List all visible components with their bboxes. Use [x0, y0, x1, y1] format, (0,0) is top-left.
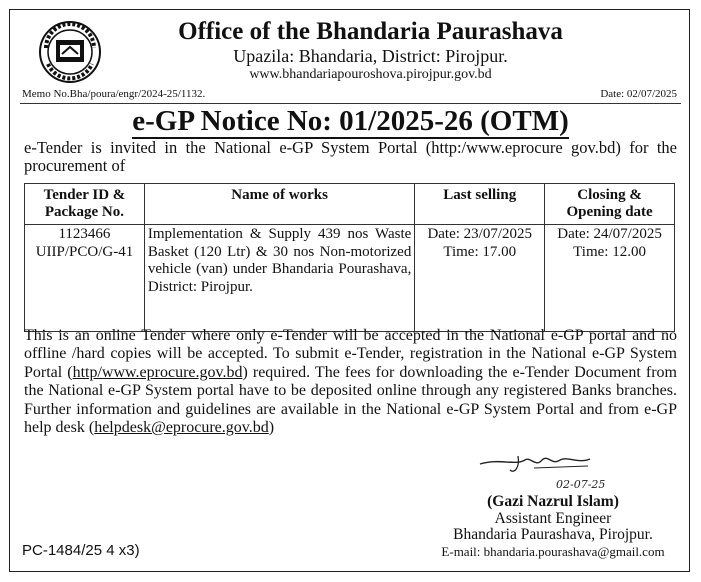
signature-block [433, 494, 673, 560]
signatory-office: Bhandaria Paurashava, Pirojpur. [453, 526, 653, 543]
memo-number: Memo No.Bha/poura/engr/2024-25/1132. [22, 88, 206, 100]
portal-link[interactable]: http/www.eprocure.gov.bd [72, 363, 243, 381]
col-header-closing: Closing & Opening date [545, 184, 675, 225]
signatory-name: (Gazi Nazrul Islam) [487, 493, 619, 510]
table-row [25, 225, 675, 332]
table-header-row [25, 184, 675, 225]
tender-id: 1123466 [58, 226, 111, 242]
tender-instructions: This is an online Tender where only e-Tender will be accepted in the National e-GP portal and no offline /hard copies will be accepted. To submit e-Tender, registration in the National e-GP System Portal (http/www.eprocure.gov.bd) required. The fees for downloading the e-Tender Document from the National e-GP System portal have to be deposited online through any registered Banks branches. Further information and guidelines are available in the National e-GP System Portal and from e-GP help desk (helpdesk@eprocure.gov.bd) [24, 327, 677, 437]
closing-date: Date: 24/07/2025 [557, 226, 662, 242]
svg-text:02-07-25: 02-07-25 [556, 478, 606, 491]
selling-time: Time: 17.00 [443, 243, 517, 260]
office-title: Office of the Bhandaria Paurashava [178, 18, 563, 45]
header-divider [20, 103, 681, 104]
publication-code: PC-1484/25 4 x3) [22, 542, 140, 559]
col-header-tender-id: Tender ID & Package No. [25, 184, 145, 225]
memo-date: Date: 02/07/2025 [600, 88, 677, 100]
package-no: UIIP/PCO/G-41 [35, 243, 134, 260]
notice-title: e-GP Notice No: 01/2025-26 (OTM) [132, 105, 569, 137]
signatory-designation: Assistant Engineer [494, 509, 612, 527]
office-location: Upazila: Bhandaria, District: Pirojpur. [233, 46, 508, 66]
intro-text: e-Tender is invited in the National e-GP System Portal (http:/www.eprocure gov.bd) for the procurement of [24, 138, 677, 175]
cell-closing [545, 225, 675, 332]
cell-tender-id [25, 225, 145, 332]
tender-table [24, 183, 675, 332]
handwritten-signature [470, 450, 620, 495]
closing-time: Time: 12.00 [573, 243, 646, 260]
office-website: www.bhandariapouroshova.pirojpur.gov.bd [249, 67, 492, 82]
signatory-email: E-mail: bhandaria.pourashava@gmail.com [441, 543, 665, 559]
cell-last-selling [415, 225, 545, 332]
helpdesk-link[interactable]: helpdesk@eprocure.gov.bd [94, 419, 269, 437]
col-header-works: Name of works [144, 184, 414, 225]
cell-works: Implementation & Supply 439 nos Waste Basket (120 Ltr) & 30 nos Non-motorized vehicle (van) under Bhandaria Pourashava, District: Pirojpur. [144, 225, 414, 332]
col-header-last-selling: Last selling [415, 184, 545, 225]
selling-date: Date: 23/07/2025 [427, 226, 533, 242]
